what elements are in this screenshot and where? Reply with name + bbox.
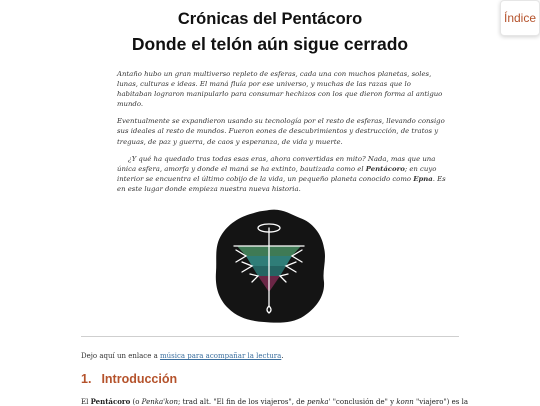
intro-p3-pentacoro: Pentácoro <box>365 164 405 173</box>
page-title: Crónicas del Pentácoro <box>177 10 363 28</box>
body-penka: penka' <box>307 398 331 406</box>
section-title: Introducción <box>101 372 178 386</box>
intro-p3-text-a: ¿Y qué ha quedado tras todas esas eras, ahora convertidas en mito? Nada, mas que una única esfera, amorfa y donde el maná se ha extinto, bautizada como el <box>117 154 436 173</box>
toc-button-label: Índice <box>503 11 537 25</box>
music-suffix: . <box>281 352 284 360</box>
pentacoro-emblem <box>212 206 327 326</box>
section-heading-introduccion <box>81 372 177 386</box>
page-subtitle: Donde el telón aún sigue cerrado <box>131 34 409 54</box>
music-note <box>81 352 461 360</box>
body-konn: konn <box>396 398 414 406</box>
intro-text <box>117 69 447 201</box>
music-link[interactable]: música para acompañar la lectura <box>159 352 282 360</box>
music-prefix: Dejo aquí un enlace a <box>81 352 160 360</box>
body-text-b: (o <box>130 398 142 406</box>
body-text-e: "viajero") es la <box>413 398 468 406</box>
intro-paragraph-2: Eventualmente se expandieron usando su tecnología por el resto de esferas, llevando consigo sus ideales al resto de mundos. Fueron eones de descubrimientos y destrucción, de tratos y treguas, de paz y guerra, de caos y esperanza, de vida y muerte. <box>117 117 445 146</box>
body-text-d: "conclusión de" y <box>330 398 397 406</box>
intro-p3-epna: Epna <box>413 174 433 183</box>
body-text-a: El <box>81 398 91 406</box>
intro-p3-text-c: . Es en este lugar donde empieza nuestra nueva historia. <box>117 174 446 193</box>
body-penkakon: Penka'kon <box>141 398 179 406</box>
body-text-c: ; trad alt. "El fin de los viajeros", de <box>178 398 307 406</box>
section-number: 1. <box>81 372 92 386</box>
section-divider <box>81 336 459 337</box>
intro-p3-text-b: ; en cuyo interior se encuentra el último cobijo de la vida, un pequeño planeta conocido como <box>117 164 437 183</box>
body-pentacoro: Pentácoro <box>90 397 131 406</box>
intro-paragraph-1: Antaño hubo un gran multiverso repleto de esferas, cada una con muchos planetas, soles, lunas, culturas e ideas. El maná fluía por ese universo, y muchas de las razas que lo habitaban lograron manipularlo para consumar hechizos con los que dieron forma al antiguo mundo. <box>117 70 443 109</box>
intro-paragraph-3 <box>117 154 447 194</box>
